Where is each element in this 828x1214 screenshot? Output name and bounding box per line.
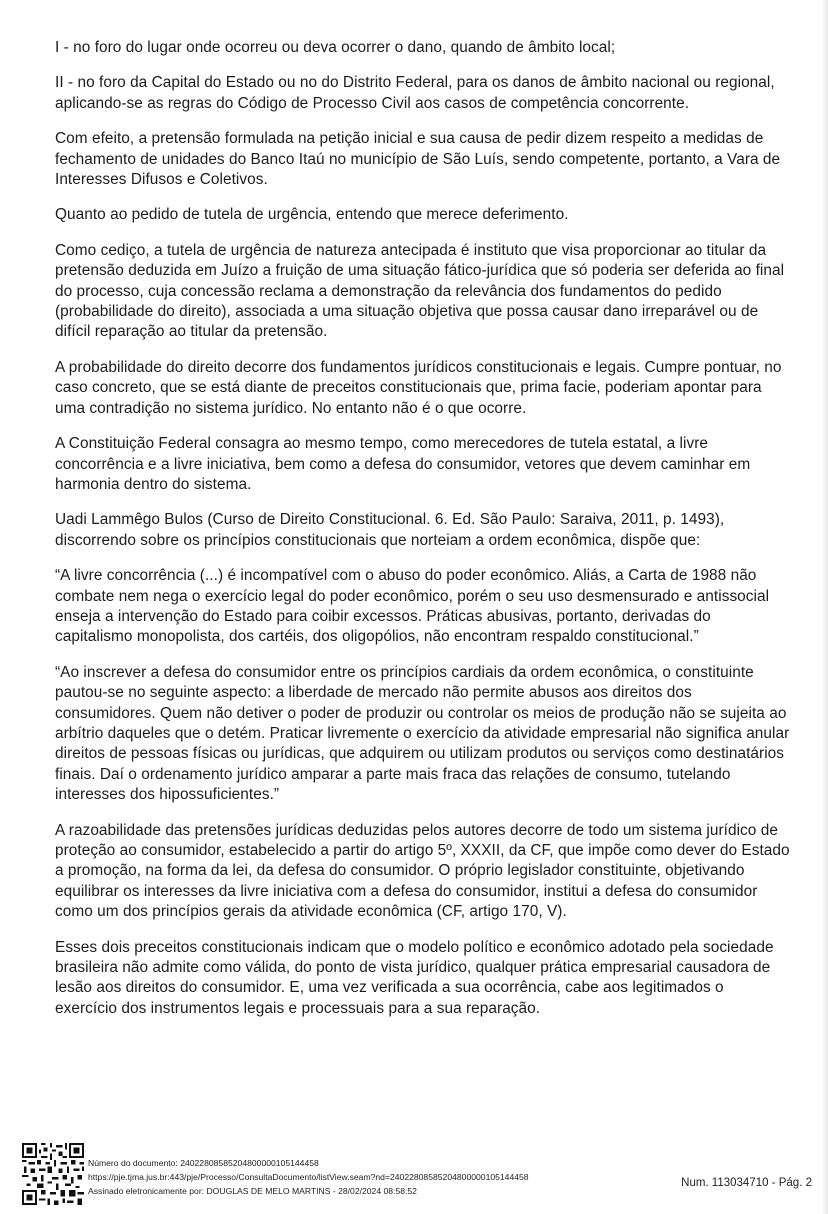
paragraph-inciso-ii: II - no foro da Capital do Estado ou no do Distrito Federal, para os danos de âmbito nacional ou regional, aplicando-se as regras do Código de Processo Civil aos casos de competência concorrente. (55, 74, 775, 112)
qr-code-icon[interactable] (22, 1143, 84, 1205)
paragraph-probabilidade: A probabilidade do direito decorre dos fundamentos jurídicos constitucionais e legais. Cumpre pontuar, no caso concreto, que se está diante de preceitos constitucionais que, prima facie, poderiam apontar para uma contradição no sistema jurídico. No entanto não é o que ocorre. (55, 358, 782, 417)
paragraph-constituicao: A Constituição Federal consagra ao mesmo tempo, como merecedores de tutela estatal, a livre concorrência e a livre iniciativa, bem como a defesa do consumidor, vetores que devem caminhar em harmonia dentro do sistema. (55, 435, 751, 493)
document-footer (22, 1143, 822, 1205)
page-edge (822, 0, 828, 1214)
paragraph-bulos-citation: Uadi Lammêgo Bulos (Curso de Direito Constitucional. 6. Ed. São Paulo: Saraiva, 2011, p. 1493), discorrendo sobre os princípios constitucionais que norteiam a ordem econômica, dispõe que: (55, 511, 725, 549)
paragraph-razoabilidade: A razoabilidade das pretensões jurídicas deduzidas pelos autores decorre de todo um sistema jurídico de proteção ao consumidor, estabelecido a partir do artigo 5º, XXXII, da CF, que impõe como dever do Estado a promoção, na forma da lei, da defesa do consumidor. O próprio legislador constituinte, objetivando equilibrar os interesses da livre iniciativa com a defesa do consumidor, institui a defesa do consumidor como um dos princípios gerais da atividade econômica (CF, artigo 170, V). (55, 821, 790, 921)
paragraph-competencia: Com efeito, a pretensão formulada na petição inicial e sua causa de pedir dizem respeito a medidas de fechamento de unidades do Banco Itaú no município de São Luís, sendo competente, portanto, a Vara de Interesses Difusos e Coletivos. (55, 130, 781, 189)
page-number: Num. 113034710 - Pág. 2 (681, 1177, 812, 1189)
document-body (55, 38, 790, 1034)
paragraph-inciso-i: I - no foro do lugar onde ocorreu ou deva ocorrer o dano, quando de âmbito local; (55, 39, 616, 56)
paragraph-cedico: Como cediço, a tutela de urgência de natureza antecipada é instituto que visa proporcionar ao titular da pretensão deduzida em Juízo a fruição de uma situação fático-jurídica que só poderia ser deferida ao final do processo, cuja concessão reclama a demonstração da relevância dos fundamentos do pedido (probabilidade do direito), associada a uma situação objetiva que possa causar dano irreparável ou de difícil reparação ao titular da pretensão. (55, 241, 785, 341)
paragraph-preceitos: Esses dois preceitos constitucionais indicam que o modelo político e econômico adotado pela sociedade brasileira não admite como válida, do ponto de vista jurídico, qualquer prática empresarial causadora de lesão aos direitos do consumidor. E, uma vez verificada a sua ocorrência, cabe aos legitimados o exercício dos instrumentos legais e processuais para a sua reparação. (55, 938, 774, 1017)
paragraph-quote-livre-concorrencia: “A livre concorrência (...) é incompatível com o abuso do poder econômico. Aliás, a Carta de 1988 não combate nem nega o exercício legal do poder econômico, porém o seu uso desmensurado e antissocial enseja a intervenção do Estado para coibir excessos. Práticas abusivas, portanto, derivadas do capitalismo monopolista, dos cartéis, dos oligopólios, não encontram respaldo constitucional.” (55, 567, 770, 646)
paragraph-tutela-urgencia: Quanto ao pedido de tutela de urgência, entendo que merece deferimento. (55, 206, 569, 224)
paragraph-quote-defesa-consumidor: “Ao inscrever a defesa do consumidor entre os princípios cardiais da ordem econômica, o constituinte pautou-se no seguinte aspecto: a liberdade de mercado não permite abusos aos direitos dos consumidores. Quem não detiver o poder de produzir ou controlar os meios de produção não se sujeita ao arbítrio daqueles que o detém. Praticar livremente o exercício da atividade empresarial não significa anular direitos de pessoas físicas ou jurídicas, que adquirem ou utilizam produtos ou serviços como destinatários finais. Daí o ordenamento jurídico amparar a parte mais fraca das relações de consumo, tutelando interesses dos hipossuficientes.” (55, 663, 790, 804)
signature-line: Assinado eletronicamente por: DOUGLAS DE MELO MARTINS - 28/02/2024 08:58:52 (88, 1186, 417, 1196)
document-number: Número do documento: 24022808585204800000105144458 (88, 1158, 319, 1168)
footer-signature-block (88, 1156, 529, 1198)
document-url[interactable]: https://pje.tjma.jus.br:443/pje/Processo/ConsultaDocumento/listView.seam?nd=24022808585204800000105144458 (88, 1172, 529, 1182)
